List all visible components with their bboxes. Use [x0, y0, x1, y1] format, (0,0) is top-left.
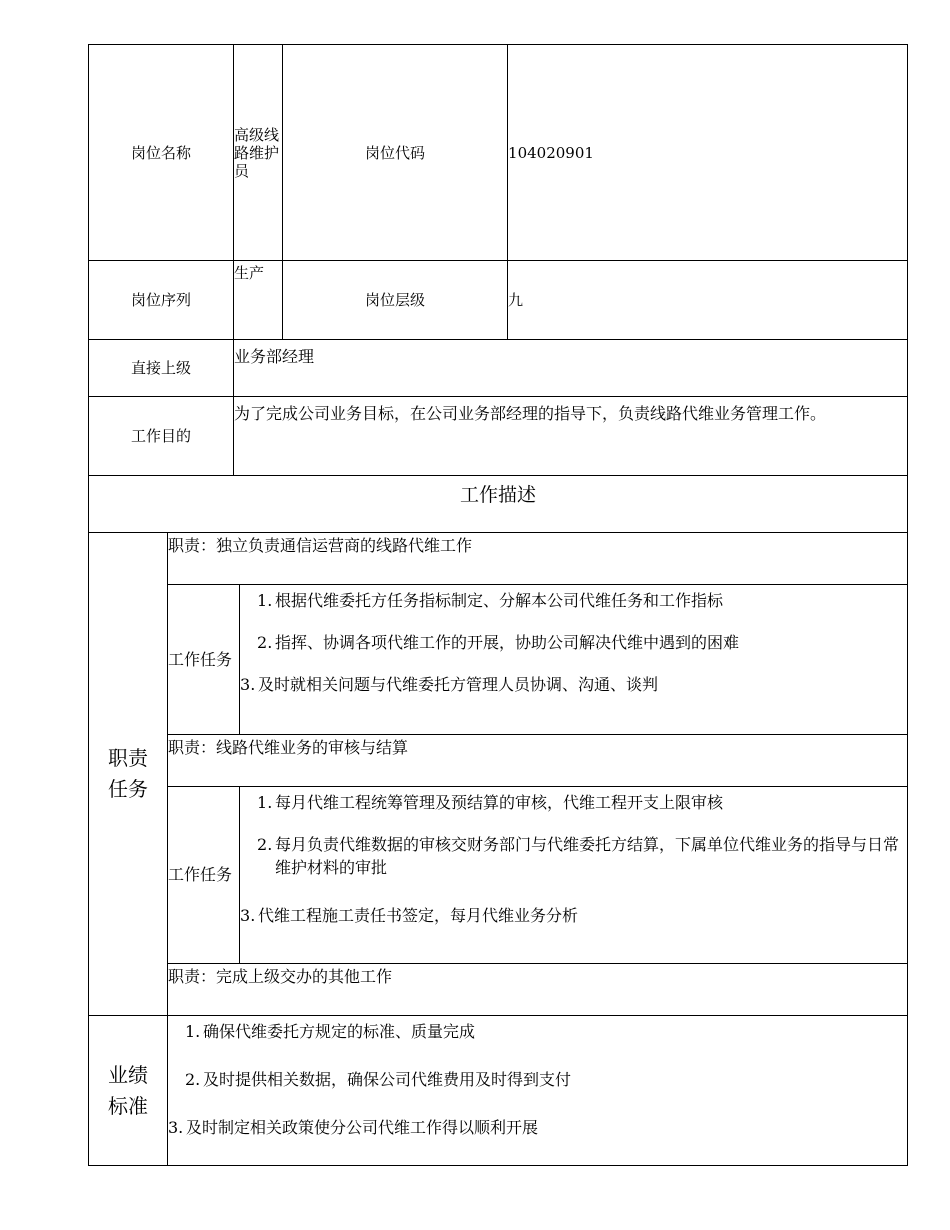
level-value: 九	[508, 261, 908, 340]
performance-list	[168, 1016, 908, 1166]
duty-title-3: 职责：完成上级交办的其他工作	[168, 964, 908, 1016]
supervisor-value: 业务部经理	[234, 340, 908, 397]
performance-number: 3.	[168, 1118, 184, 1137]
task-text: 每月代维工程统筹管理及预结算的审核，代维工程开支上限审核	[275, 793, 724, 812]
code-label: 岗位代码	[283, 45, 508, 261]
responsibilities-label: 职责任务	[89, 533, 168, 1016]
description-heading: 工作描述	[89, 476, 908, 533]
task-text: 代维工程施工责任书签定，每月代维业务分析	[258, 906, 579, 925]
task-item	[240, 654, 907, 696]
level-label: 岗位层级	[283, 261, 508, 340]
task-text: 指挥、协调各项代维工作的开展，协助公司解决代维中遇到的困难	[275, 633, 740, 652]
performance-row	[89, 1016, 908, 1166]
duty-title-1: 职责：独立负责通信运营商的线路代维工作	[168, 533, 908, 585]
task-number: 2.	[257, 633, 273, 652]
code-value: 104020901	[508, 45, 908, 261]
task-item	[240, 612, 907, 654]
series-label: 岗位序列	[89, 261, 234, 340]
task-row-1	[89, 585, 908, 735]
performance-item	[168, 1091, 907, 1139]
task-row-2	[89, 787, 908, 964]
row-description-heading	[89, 476, 908, 533]
purpose-value: 为了完成公司业务目标，在公司业务部经理的指导下，负责线路代维业务管理工作。	[234, 397, 908, 476]
performance-text: 及时制定相关政策使分公司代维工作得以顺利开展	[186, 1118, 539, 1137]
task-item	[240, 787, 907, 814]
task-label-1: 工作任务	[168, 585, 240, 735]
duty-row-2	[89, 735, 908, 787]
job-description-table	[88, 44, 908, 1166]
title-value: 高级线路维护员	[234, 45, 283, 261]
row-title	[89, 45, 908, 261]
row-purpose	[89, 397, 908, 476]
task-item	[240, 879, 907, 927]
performance-number: 1.	[185, 1022, 201, 1041]
performance-item	[168, 1016, 907, 1043]
title-label: 岗位名称	[89, 45, 234, 261]
task-number: 1.	[257, 591, 273, 610]
task-text: 及时就相关问题与代维委托方管理人员协调、沟通、谈判	[258, 675, 659, 694]
performance-text: 确保代维委托方规定的标准、质量完成	[203, 1022, 476, 1041]
duty-title-2: 职责：线路代维业务的审核与结算	[168, 735, 908, 787]
task-item	[240, 585, 907, 612]
task-number: 3.	[240, 675, 256, 694]
row-supervisor	[89, 340, 908, 397]
duty-row-1	[89, 533, 908, 585]
performance-label: 业绩标准	[89, 1016, 168, 1166]
duty-row-3	[89, 964, 908, 1016]
performance-item	[168, 1043, 907, 1091]
task-number: 1.	[257, 793, 273, 812]
task-label-2: 工作任务	[168, 787, 240, 964]
series-value-text: 生产	[234, 264, 265, 282]
task-number: 3.	[240, 906, 256, 925]
row-series	[89, 261, 908, 340]
supervisor-label: 直接上级	[89, 340, 234, 397]
performance-text: 及时提供相关数据，确保公司代维费用及时得到支付	[203, 1070, 572, 1089]
task-text: 每月负责代维数据的审核交财务部门与代维委托方结算，下属单位代维业务的指导与日常维护材料的审批	[275, 835, 900, 877]
series-value	[234, 261, 283, 340]
task-list-2	[240, 787, 908, 964]
performance-number: 2.	[185, 1070, 201, 1089]
task-item	[240, 814, 907, 879]
purpose-label: 工作目的	[89, 397, 234, 476]
task-list-1	[240, 585, 908, 735]
task-text: 根据代维委托方任务指标制定、分解本公司代维任务和工作指标	[275, 591, 724, 610]
task-number: 2.	[257, 835, 273, 854]
